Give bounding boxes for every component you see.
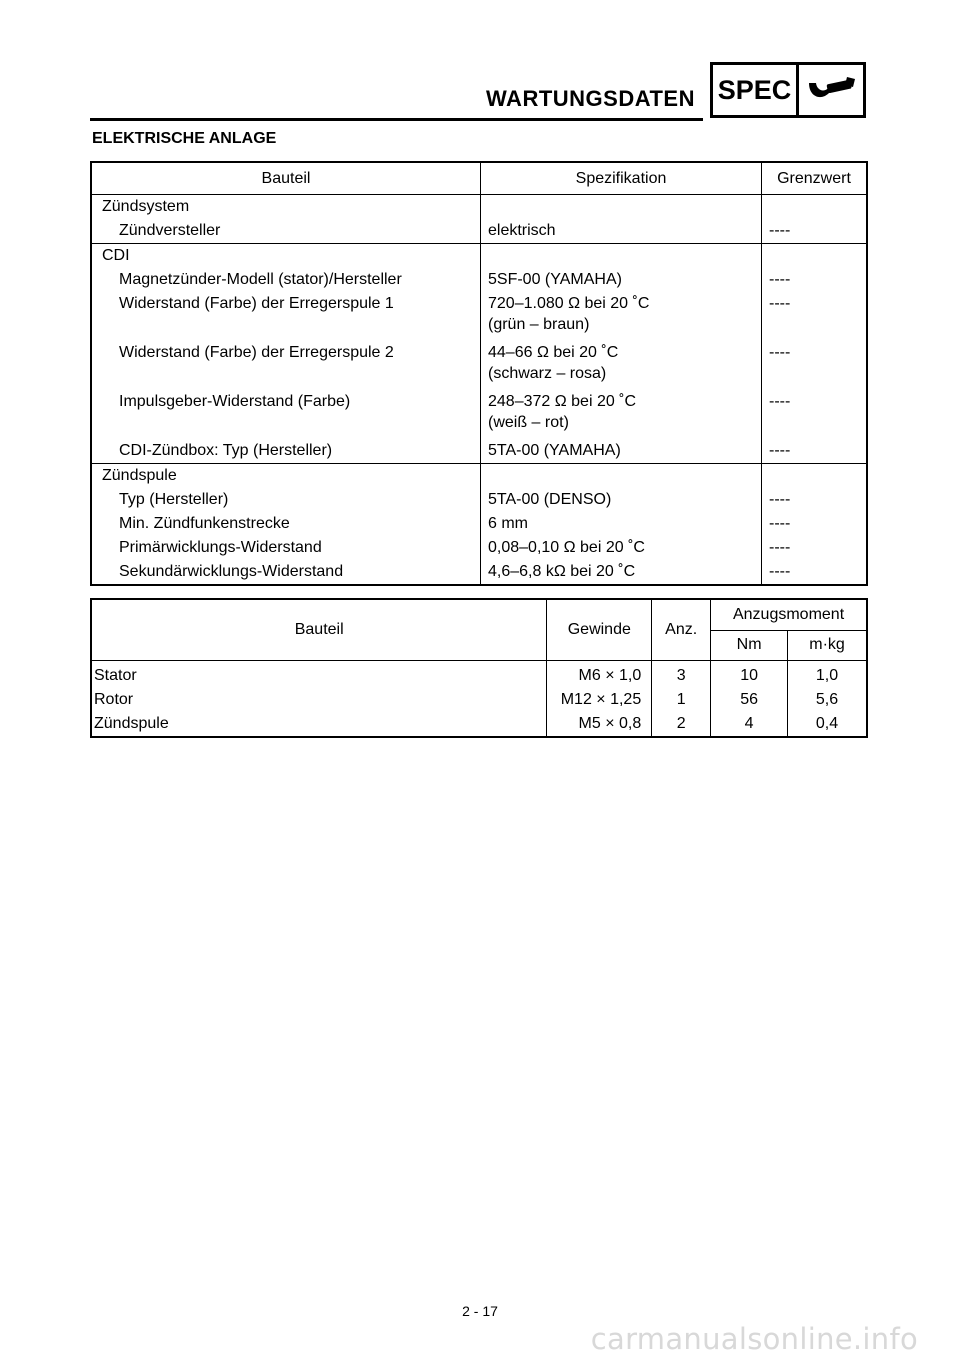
cell-part: Zündversteller xyxy=(91,219,481,244)
table-row xyxy=(91,439,867,464)
header-rule xyxy=(90,118,703,121)
cell-specification xyxy=(481,390,762,439)
cell-part: CDI-Zündbox: Typ (Hersteller) xyxy=(91,439,481,464)
spec-badge xyxy=(710,62,866,118)
column-header-mkg: m·kg xyxy=(788,630,867,661)
cell-specification-line2: (schwarz – rosa) xyxy=(488,365,607,382)
table-row xyxy=(91,712,867,737)
cell-qty: 2 xyxy=(652,712,711,737)
specification-table-body xyxy=(91,195,867,586)
cell-part: Primärwicklungs-Widerstand xyxy=(91,536,481,560)
cell-mkg: 0,4 xyxy=(815,715,839,732)
page-header-title: WARTUNGSDATEN xyxy=(486,86,695,111)
cell-qty: 1 xyxy=(652,688,711,712)
cell-part: CDI xyxy=(91,244,481,269)
cell-thread: M5 × 0,8 xyxy=(547,712,652,737)
cell-part: Zündspule xyxy=(91,464,481,489)
cell-nm: 56 xyxy=(711,688,788,712)
cell-part: Min. Zündfunkenstrecke xyxy=(91,512,481,536)
specification-table-header xyxy=(91,162,867,195)
table-row xyxy=(91,341,867,390)
table-row xyxy=(91,661,867,689)
cell-limit: ---- xyxy=(769,539,791,556)
cell-part: Magnetzünder-Modell (stator)/Hersteller xyxy=(91,268,481,292)
cell-specification xyxy=(481,292,762,341)
cell-specification xyxy=(481,244,762,269)
cell-specification-line2: (weiß – rot) xyxy=(488,414,569,431)
table-row xyxy=(91,219,867,244)
column-header-quantity: Anz. xyxy=(652,599,711,661)
cell-thread: M12 × 1,25 xyxy=(547,688,652,712)
torque-table-body xyxy=(91,661,867,738)
spec-label: SPEC xyxy=(713,65,799,115)
torque-table xyxy=(90,598,868,738)
torque-table-header xyxy=(91,599,867,630)
cell-limit: ---- xyxy=(769,295,791,312)
cell-part: Zündsystem xyxy=(91,195,481,220)
table-row xyxy=(91,464,867,489)
cell-limit xyxy=(762,244,868,269)
cell-specification: elektrisch xyxy=(481,219,762,244)
cell-specification: 6 mm xyxy=(481,512,762,536)
column-header-nm: Nm xyxy=(711,630,788,661)
cell-mkg: 5,6 xyxy=(815,691,839,708)
wrench-icon xyxy=(799,65,863,115)
cell-mkg: 1,0 xyxy=(815,667,839,684)
cell-part: Widerstand (Farbe) der Erregerspule 2 xyxy=(91,341,481,390)
cell-specification: 5TA-00 (DENSO) xyxy=(481,488,762,512)
cell-specification: 5TA-00 (YAMAHA) xyxy=(481,439,762,464)
table-row xyxy=(91,268,867,292)
column-header-limit: Grenzwert xyxy=(762,162,868,195)
watermark-text: carmanualsonline.info xyxy=(590,1322,918,1356)
table-row xyxy=(91,244,867,269)
cell-specification-line1: 720–1.080 Ω bei 20 ˚C xyxy=(488,295,650,312)
page-number: 2 - 17 xyxy=(462,1303,498,1319)
cell-specification-line2: (grün – braun) xyxy=(488,316,590,333)
table-row xyxy=(91,560,867,585)
specification-table xyxy=(90,161,868,586)
cell-part: Zündspule xyxy=(91,712,547,737)
cell-specification: 0,08–0,10 Ω bei 20 ˚C xyxy=(481,536,762,560)
cell-limit: ---- xyxy=(769,271,791,288)
table-row xyxy=(91,292,867,341)
column-header-part: Bauteil xyxy=(91,599,547,661)
table-row xyxy=(91,512,867,536)
cell-nm: 4 xyxy=(711,712,788,737)
cell-part: Widerstand (Farbe) der Erregerspule 1 xyxy=(91,292,481,341)
cell-qty: 3 xyxy=(652,661,711,689)
section-title: ELEKTRISCHE ANLAGE xyxy=(92,130,277,147)
cell-specification-line1: 248–372 Ω bei 20 ˚C xyxy=(488,393,637,410)
cell-specification: 5SF-00 (YAMAHA) xyxy=(481,268,762,292)
cell-specification-line1: 44–66 Ω bei 20 ˚C xyxy=(488,344,619,361)
cell-part: Sekundärwicklungs-Widerstand xyxy=(91,560,481,585)
table-row xyxy=(91,390,867,439)
cell-part: Typ (Hersteller) xyxy=(91,488,481,512)
table-row xyxy=(91,688,867,712)
cell-limit: ---- xyxy=(769,563,791,580)
cell-nm: 10 xyxy=(711,661,788,689)
cell-limit: ---- xyxy=(769,515,791,532)
cell-part: Stator xyxy=(91,661,547,689)
cell-limit: ---- xyxy=(769,222,791,239)
cell-limit: ---- xyxy=(769,491,791,508)
cell-limit: ---- xyxy=(769,442,791,459)
cell-limit: ---- xyxy=(769,344,791,361)
cell-part: Rotor xyxy=(91,688,547,712)
table-row xyxy=(91,536,867,560)
cell-limit: ---- xyxy=(769,393,791,410)
cell-part: Impulsgeber-Widerstand (Farbe) xyxy=(91,390,481,439)
cell-limit xyxy=(762,464,868,489)
table-row xyxy=(91,488,867,512)
table-row xyxy=(91,195,867,220)
column-header-thread: Gewinde xyxy=(547,599,652,661)
cell-specification xyxy=(481,464,762,489)
cell-thread: M6 × 1,0 xyxy=(547,661,652,689)
cell-specification xyxy=(481,341,762,390)
cell-limit xyxy=(762,195,868,220)
column-header-part: Bauteil xyxy=(91,162,481,195)
cell-specification xyxy=(481,195,762,220)
column-header-specification: Spezifikation xyxy=(481,162,762,195)
cell-specification: 4,6–6,8 kΩ bei 20 ˚C xyxy=(481,560,762,585)
column-header-torque: Anzugsmoment xyxy=(711,599,867,630)
